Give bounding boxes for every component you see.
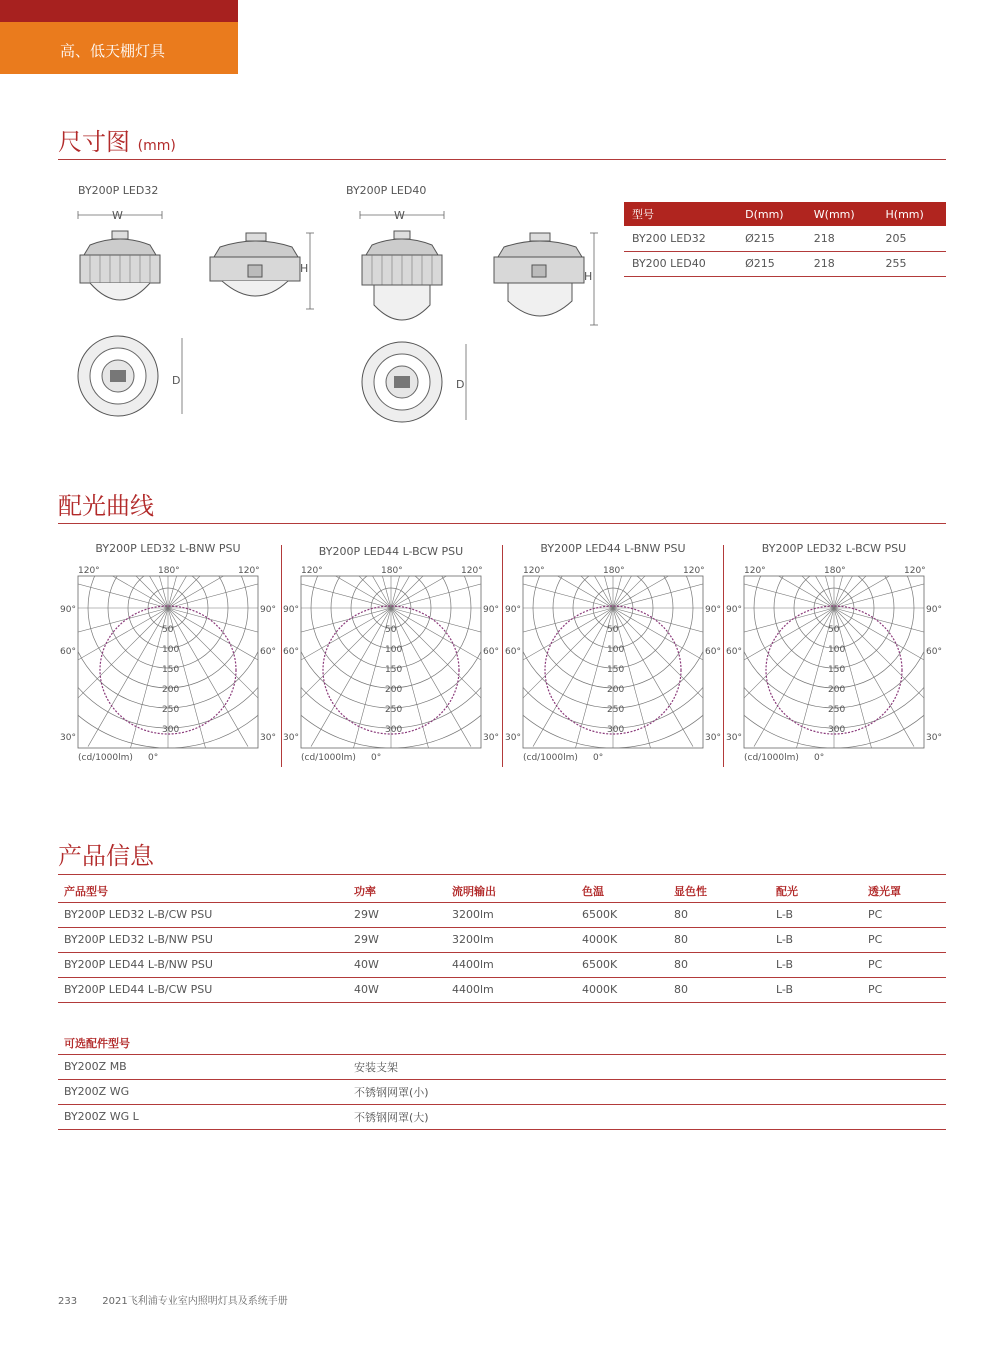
cell-lumen: 4400lm <box>446 952 576 977</box>
header-accessory-model: 可选配件型号 <box>58 1032 348 1054</box>
angle-label: 120° <box>904 566 926 576</box>
angle-label: 30° <box>483 733 499 743</box>
angle-label: 60° <box>505 647 521 657</box>
angle-label: 120° <box>523 566 545 576</box>
angle-label: 90° <box>283 605 299 615</box>
cell-accessory-model: BY200Z WG L <box>58 1104 348 1129</box>
cell-distribution: L-B <box>770 927 862 952</box>
dim-header-d: D(mm) <box>737 202 806 226</box>
polar-chart-title: BY200P LED44 L-BNW PSU <box>540 542 686 555</box>
header-tab-label: 高、低天棚灯具 <box>60 42 166 60</box>
polar-grid-spoke <box>168 469 248 608</box>
polar-grid-spoke <box>168 453 209 608</box>
polar-grid-spoke <box>613 453 654 608</box>
angle-label: 30° <box>60 733 76 743</box>
polar-grid-spoke <box>834 608 989 649</box>
dimensions-table <box>624 202 946 277</box>
polar-grid-spoke <box>834 453 875 608</box>
table-row <box>58 952 946 977</box>
radial-tick-label: 300 <box>828 725 846 735</box>
accessories-table <box>58 1032 946 1130</box>
angle-label: 90° <box>483 605 499 615</box>
angle-label: 60° <box>483 647 499 657</box>
radial-tick-label: 150 <box>162 665 180 675</box>
unit-label: (cd/1000lm) <box>301 753 356 763</box>
polar-chart <box>505 562 723 763</box>
cell-d: Ø215 <box>737 226 806 251</box>
angle-label: 120° <box>301 566 323 576</box>
polar-grid-spoke <box>278 608 391 721</box>
polar-grid-spoke <box>311 469 391 608</box>
cell-cover: PC <box>862 902 946 927</box>
radial-tick-label: 50 <box>385 625 397 635</box>
polar-grid-spoke <box>55 608 168 721</box>
polar-grid-spoke <box>168 608 323 649</box>
polar-grid-spoke <box>834 608 947 721</box>
cell-power: 29W <box>348 927 446 952</box>
polar-grid-spoke <box>13 608 168 649</box>
polar-grid-spoke <box>793 453 834 608</box>
chart-divider <box>502 545 503 767</box>
footer <box>58 1292 310 1307</box>
polar-grid-spoke <box>533 469 613 608</box>
cell-model: BY200 LED40 <box>624 251 737 276</box>
header-cover: 透光罩 <box>862 880 946 902</box>
table-row <box>58 1054 946 1079</box>
polar-grid-spoke <box>834 469 914 608</box>
polar-grid-spoke <box>613 608 726 721</box>
polar-grid-spoke <box>500 608 613 721</box>
angle-label: 90° <box>726 605 742 615</box>
product-table-header <box>58 880 946 902</box>
accessories-table-header <box>58 1032 946 1054</box>
angle-label: 30° <box>260 733 276 743</box>
d-label-led32: D <box>172 374 181 387</box>
header-tab <box>0 22 238 74</box>
polar-grid-spoke <box>391 453 432 608</box>
angle-label: 90° <box>60 605 76 615</box>
angle-label: 30° <box>926 733 942 743</box>
header-accessory-desc <box>348 1032 946 1054</box>
d-label-led40: D <box>456 378 465 391</box>
h-label-led40: H <box>584 270 593 283</box>
cell-distribution: L-B <box>770 977 862 1002</box>
unit-label: (cd/1000lm) <box>523 753 578 763</box>
dim-header-model: 型号 <box>624 202 737 226</box>
angle-label: 90° <box>505 605 521 615</box>
radial-tick-label: 100 <box>385 645 403 655</box>
polar-grid-spoke <box>613 469 693 608</box>
cell-cct: 6500K <box>576 952 668 977</box>
table-row <box>624 226 946 251</box>
cell-power: 29W <box>348 902 446 927</box>
cell-d: Ø215 <box>737 251 806 276</box>
dimensions-divider <box>58 159 946 160</box>
header-lumen: 流明输出 <box>446 880 576 902</box>
radial-tick-label: 200 <box>828 685 846 695</box>
angle-label: 60° <box>260 647 276 657</box>
lamp-front-view-led40 <box>352 205 452 335</box>
table-row <box>58 902 946 927</box>
header-model: 产品型号 <box>58 880 348 902</box>
cell-lumen: 3200lm <box>446 902 576 927</box>
dimensions-title: 尺寸图 (mm) <box>58 128 176 156</box>
angle-label: 180° <box>158 566 180 576</box>
table-row <box>58 1079 946 1104</box>
angle-label: 60° <box>283 647 299 657</box>
cell-cri: 80 <box>668 952 770 977</box>
polar-grid-spoke <box>391 469 471 608</box>
polar-grid-spoke <box>391 608 504 721</box>
angle-label: 180° <box>381 566 403 576</box>
angle-label: 30° <box>505 733 521 743</box>
radial-tick-label: 300 <box>162 725 180 735</box>
cell-h: 255 <box>878 251 947 276</box>
angle-label: 180° <box>603 566 625 576</box>
polar-chart <box>726 562 944 763</box>
radial-tick-label: 100 <box>607 645 625 655</box>
polar-grid-spoke <box>834 608 973 688</box>
radial-tick-label: 150 <box>828 665 846 675</box>
cell-cover: PC <box>862 927 946 952</box>
angle-label: 0° <box>371 753 382 763</box>
polar-chart-title: BY200P LED32 L-BCW PSU <box>761 542 907 555</box>
radial-tick-label: 250 <box>385 705 403 715</box>
cell-cri: 80 <box>668 902 770 927</box>
cell-w: 218 <box>806 251 878 276</box>
polar-grid-spoke <box>721 608 834 721</box>
header-top-bar <box>0 0 238 22</box>
angle-label: 120° <box>461 566 483 576</box>
unit-label: (cd/1000lm) <box>78 753 133 763</box>
cell-distribution: L-B <box>770 952 862 977</box>
radial-tick-label: 200 <box>162 685 180 695</box>
radial-tick-label: 50 <box>607 625 619 635</box>
dimensions-table-header <box>624 202 946 226</box>
model-label-led40: BY200P LED40 <box>346 184 427 197</box>
cell-cct: 4000K <box>576 977 668 1002</box>
angle-label: 120° <box>78 566 100 576</box>
cell-power: 40W <box>348 977 446 1002</box>
cell-cct: 4000K <box>576 927 668 952</box>
polar-chart-title: BY200P LED44 L-BCW PSU <box>318 545 464 558</box>
cell-h: 205 <box>878 226 947 251</box>
polar-grid-spoke <box>754 469 834 608</box>
h-label-led32: H <box>300 262 309 275</box>
header-cri: 显色性 <box>668 880 770 902</box>
angle-label: 0° <box>148 753 159 763</box>
angle-label: 90° <box>260 605 276 615</box>
lamp-front-view-led32 <box>70 205 170 325</box>
polar-grid-spoke <box>168 608 281 721</box>
header-power: 功率 <box>348 880 446 902</box>
product-info-title: 产品信息 <box>58 842 154 870</box>
cell-cct: 6500K <box>576 902 668 927</box>
cell-model: BY200P LED32 L-B/NW PSU <box>58 927 348 952</box>
radial-tick-label: 250 <box>162 705 180 715</box>
cell-accessory-model: BY200Z WG <box>58 1079 348 1104</box>
w-label-led32: W <box>112 209 123 222</box>
lamp-side-view-led32 <box>200 225 320 325</box>
polar-grid-spoke <box>572 453 613 608</box>
table-row <box>624 251 946 276</box>
model-label-led32: BY200P LED32 <box>78 184 159 197</box>
angle-label: 0° <box>593 753 604 763</box>
angle-label: 120° <box>683 566 705 576</box>
cell-cover: PC <box>862 977 946 1002</box>
angle-label: 60° <box>726 647 742 657</box>
page-number: 233 <box>58 1296 78 1307</box>
cell-accessory-desc: 不锈钢网罩(大) <box>348 1104 946 1129</box>
cell-distribution: L-B <box>770 902 862 927</box>
cell-model: BY200P LED44 L-B/CW PSU <box>58 977 348 1002</box>
radial-tick-label: 100 <box>828 645 846 655</box>
radial-tick-label: 300 <box>607 725 625 735</box>
cell-cover: PC <box>862 952 946 977</box>
dim-header-w: W(mm) <box>806 202 878 226</box>
angle-label: 60° <box>60 647 76 657</box>
radial-tick-label: 100 <box>162 645 180 655</box>
radial-tick-label: 50 <box>828 625 840 635</box>
cell-power: 40W <box>348 952 446 977</box>
light-distribution-title: 配光曲线 <box>58 492 154 520</box>
footer-text: 2021飞利浦专业室内照明灯具及系统手册 <box>102 1296 288 1307</box>
w-label-led40: W <box>394 209 405 222</box>
cell-model: BY200P LED32 L-B/CW PSU <box>58 902 348 927</box>
cell-cri: 80 <box>668 927 770 952</box>
angle-label: 120° <box>744 566 766 576</box>
cell-accessory-desc: 安装支架 <box>348 1054 946 1079</box>
angle-label: 60° <box>705 647 721 657</box>
radial-tick-label: 200 <box>607 685 625 695</box>
polar-grid-spoke <box>29 608 168 688</box>
cell-cri: 80 <box>668 977 770 1002</box>
angle-label: 180° <box>824 566 846 576</box>
product-info-divider <box>58 874 946 875</box>
polar-chart <box>283 562 501 763</box>
radial-tick-label: 250 <box>828 705 846 715</box>
cell-accessory-desc: 不锈钢网罩(小) <box>348 1079 946 1104</box>
header-cct: 色温 <box>576 880 668 902</box>
cell-accessory-model: BY200Z MB <box>58 1054 348 1079</box>
angle-label: 90° <box>705 605 721 615</box>
dim-header-h: H(mm) <box>878 202 947 226</box>
cell-model: BY200P LED44 L-B/NW PSU <box>58 952 348 977</box>
radial-tick-label: 150 <box>607 665 625 675</box>
angle-label: 0° <box>814 753 825 763</box>
cell-model: BY200 LED32 <box>624 226 737 251</box>
unit-label: (cd/1000lm) <box>744 753 799 763</box>
radial-tick-label: 250 <box>607 705 625 715</box>
product-table <box>58 880 946 1003</box>
radial-tick-label: 150 <box>385 665 403 675</box>
angle-label: 30° <box>283 733 299 743</box>
angle-label: 120° <box>238 566 260 576</box>
light-distribution-divider <box>58 523 946 524</box>
polar-chart-title: BY200P LED32 L-BNW PSU <box>95 542 241 555</box>
angle-label: 60° <box>926 647 942 657</box>
table-row <box>58 1104 946 1129</box>
header-distribution: 配光 <box>770 880 862 902</box>
angle-label: 30° <box>726 733 742 743</box>
polar-grid-spoke <box>127 453 168 608</box>
polar-chart <box>60 562 278 763</box>
radial-tick-label: 300 <box>385 725 403 735</box>
cell-lumen: 4400lm <box>446 977 576 1002</box>
angle-label: 30° <box>705 733 721 743</box>
radial-tick-label: 50 <box>162 625 174 635</box>
angle-label: 90° <box>926 605 942 615</box>
table-row <box>58 977 946 1002</box>
chart-divider <box>281 545 282 767</box>
radial-tick-label: 200 <box>385 685 403 695</box>
cell-w: 218 <box>806 226 878 251</box>
chart-divider <box>723 545 724 767</box>
cell-lumen: 3200lm <box>446 927 576 952</box>
table-row <box>58 927 946 952</box>
polar-grid-spoke <box>350 453 391 608</box>
